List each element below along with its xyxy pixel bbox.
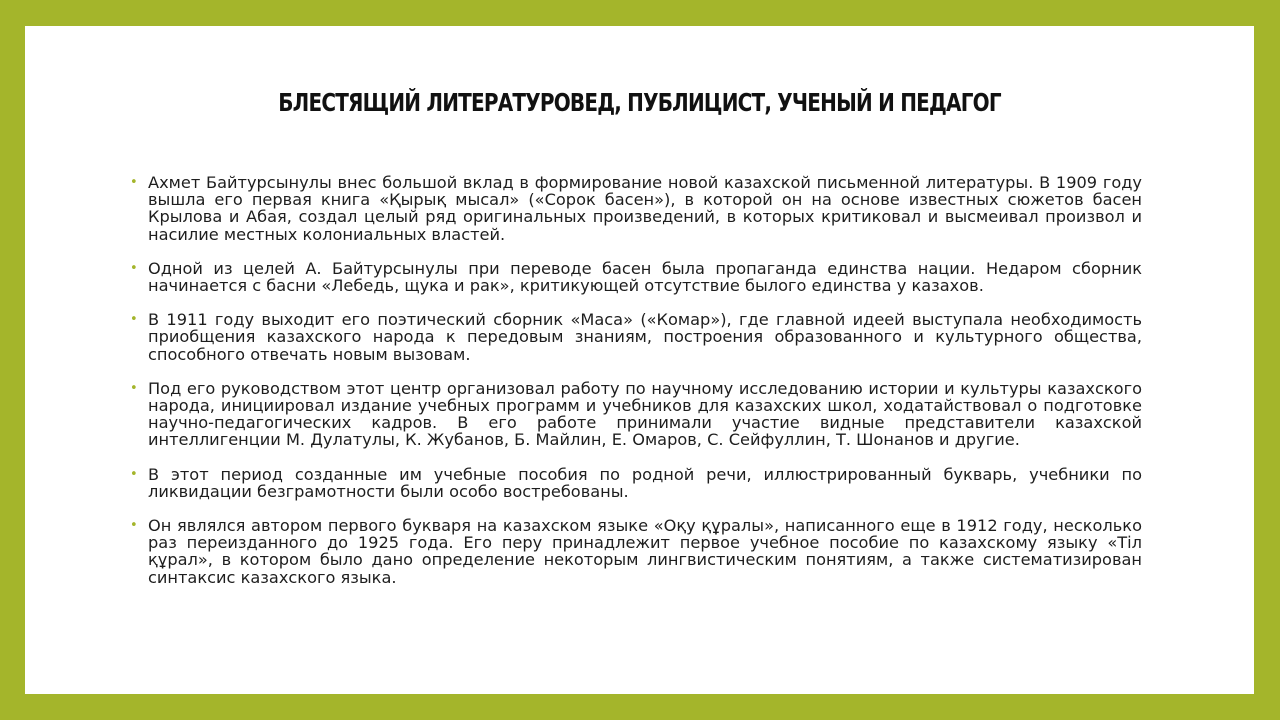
bullet-item: [130, 310, 1142, 364]
bullet-dot-icon: •: [130, 260, 138, 276]
bullet-text: Ахмет Байтурсынулы внес большой вклад в формирование новой казахской письменной литературы. В 1909 году вышла его первая книга «Қырық мысал» («Сорок басен»), в которой он на основе известных сюжетов басен Крылова и Абая, создал целый ряд оригинальных произведений, в которых критиковал и высмеивал произвол и насилие местных колониальных властей.: [148, 173, 1142, 244]
bullet-item: [130, 516, 1142, 587]
bullet-item: [130, 464, 1142, 501]
bullet-text: В этот период созданные им учебные пособия по родной речи, иллюстрированный букварь, учебники по ликвидации безграмотности были особо востребованы.: [148, 464, 1142, 501]
bullet-list: [130, 173, 1142, 603]
slide-title: БЛЕСТЯЩИЙ ЛИТЕРАТУРОВЕД, ПУБЛИЦИСТ, УЧЕНЫЙ И ПЕДАГОГ: [278, 88, 1001, 117]
slide: [25, 26, 1254, 694]
bullet-text: Он являлся автором первого букваря на казахском языке «Оқу құралы», написанного еще в 1912 году, несколько раз переизданного до 1925 года. Его перу принадлежит первое учебное пособие по казахскому языку «Тіл құрал», в котором было дано определение некоторым лингвистическим понятиям, а также систематизирован синтаксис казахского языка.: [148, 516, 1142, 587]
bullet-dot-icon: •: [130, 175, 138, 190]
bullet-item: [130, 258, 1142, 296]
bullet-text: В 1911 году выходит его поэтический сборник «Маса» («Комар»), где главной идеей выступала необходимость приобщения казахского народа к передовым знаниям, построения образованного и культурного общества, способного отвечать новым вызовам.: [148, 310, 1142, 364]
bullet-dot-icon: •: [130, 312, 138, 328]
bullet-text: Одной из целей А. Байтурсынулы при переводе басен была пропаганда единства нации. Недаром сборник начинается с басни «Лебедь, щука и рак», критикующей отсутствие былого единства у казахов.: [148, 258, 1142, 296]
bullet-item: [130, 378, 1142, 450]
bullet-item: [130, 173, 1142, 244]
bullet-dot-icon: •: [130, 380, 138, 396]
bullet-dot-icon: •: [130, 466, 138, 482]
bullet-dot-icon: •: [130, 518, 138, 534]
bullet-text: Под его руководством этот центр организовал работу по научному исследованию истории и культуры казахского народа, инициировал издание учебных программ и учебников для казахских школ, ходатайствовал о подготовке научно-педагогических кадров. В его работе принимали участие видные представители казахской интеллигенции М. Дулатулы, К. Жубанов, Б. Майлин, Е. Омаров, С. Сейфуллин, Т. Шонанов и другие.: [148, 378, 1142, 450]
